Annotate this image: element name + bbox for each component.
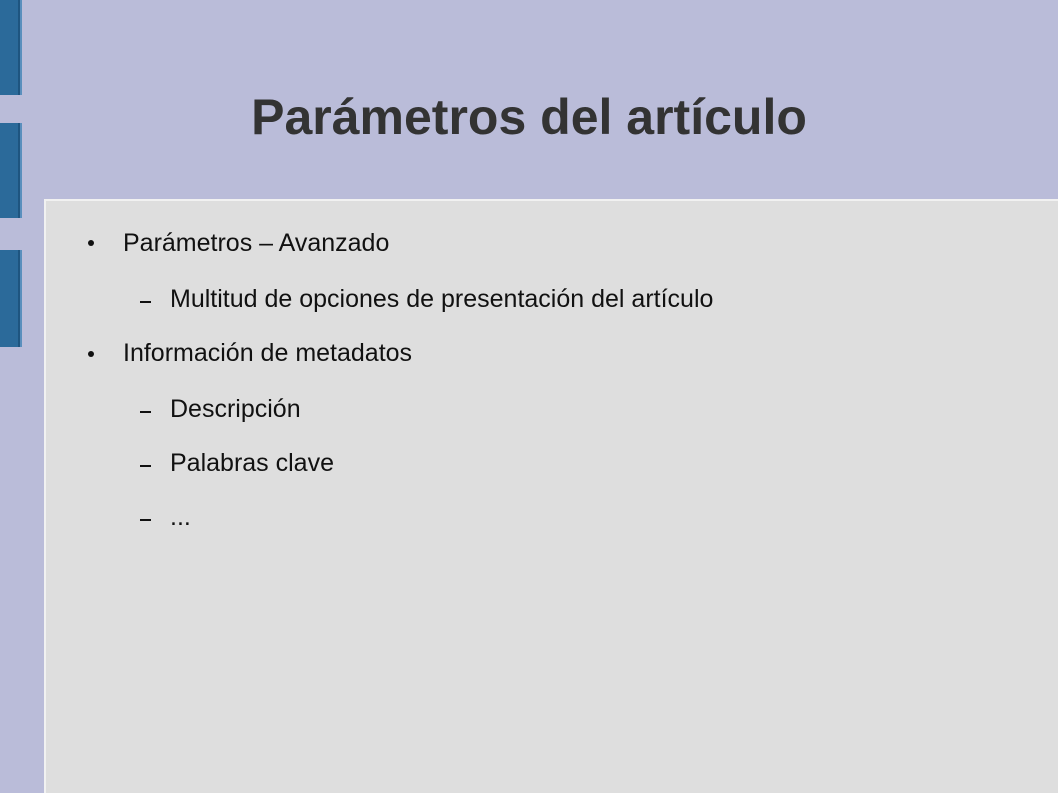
accent-bar-bottom (0, 250, 22, 347)
slide-title: Parámetros del artículo (251, 89, 807, 145)
dash-bullet-icon (140, 465, 151, 467)
list-item: Información de metadatos (123, 339, 413, 367)
accent-bar-top (0, 0, 22, 95)
dash-bullet-icon (140, 301, 151, 303)
list-item: Descripción (170, 395, 301, 423)
bullet-dot-icon (88, 351, 94, 357)
list-item: Palabras clave (170, 449, 334, 477)
bullet-dot-icon (88, 240, 94, 246)
dash-bullet-icon (140, 411, 151, 413)
dash-bullet-icon (140, 519, 151, 521)
list-item: Parámetros – Avanzado (123, 229, 390, 257)
list-item: ... (170, 503, 191, 531)
list-item: Multitud de opciones de presentación del artículo (170, 285, 714, 313)
